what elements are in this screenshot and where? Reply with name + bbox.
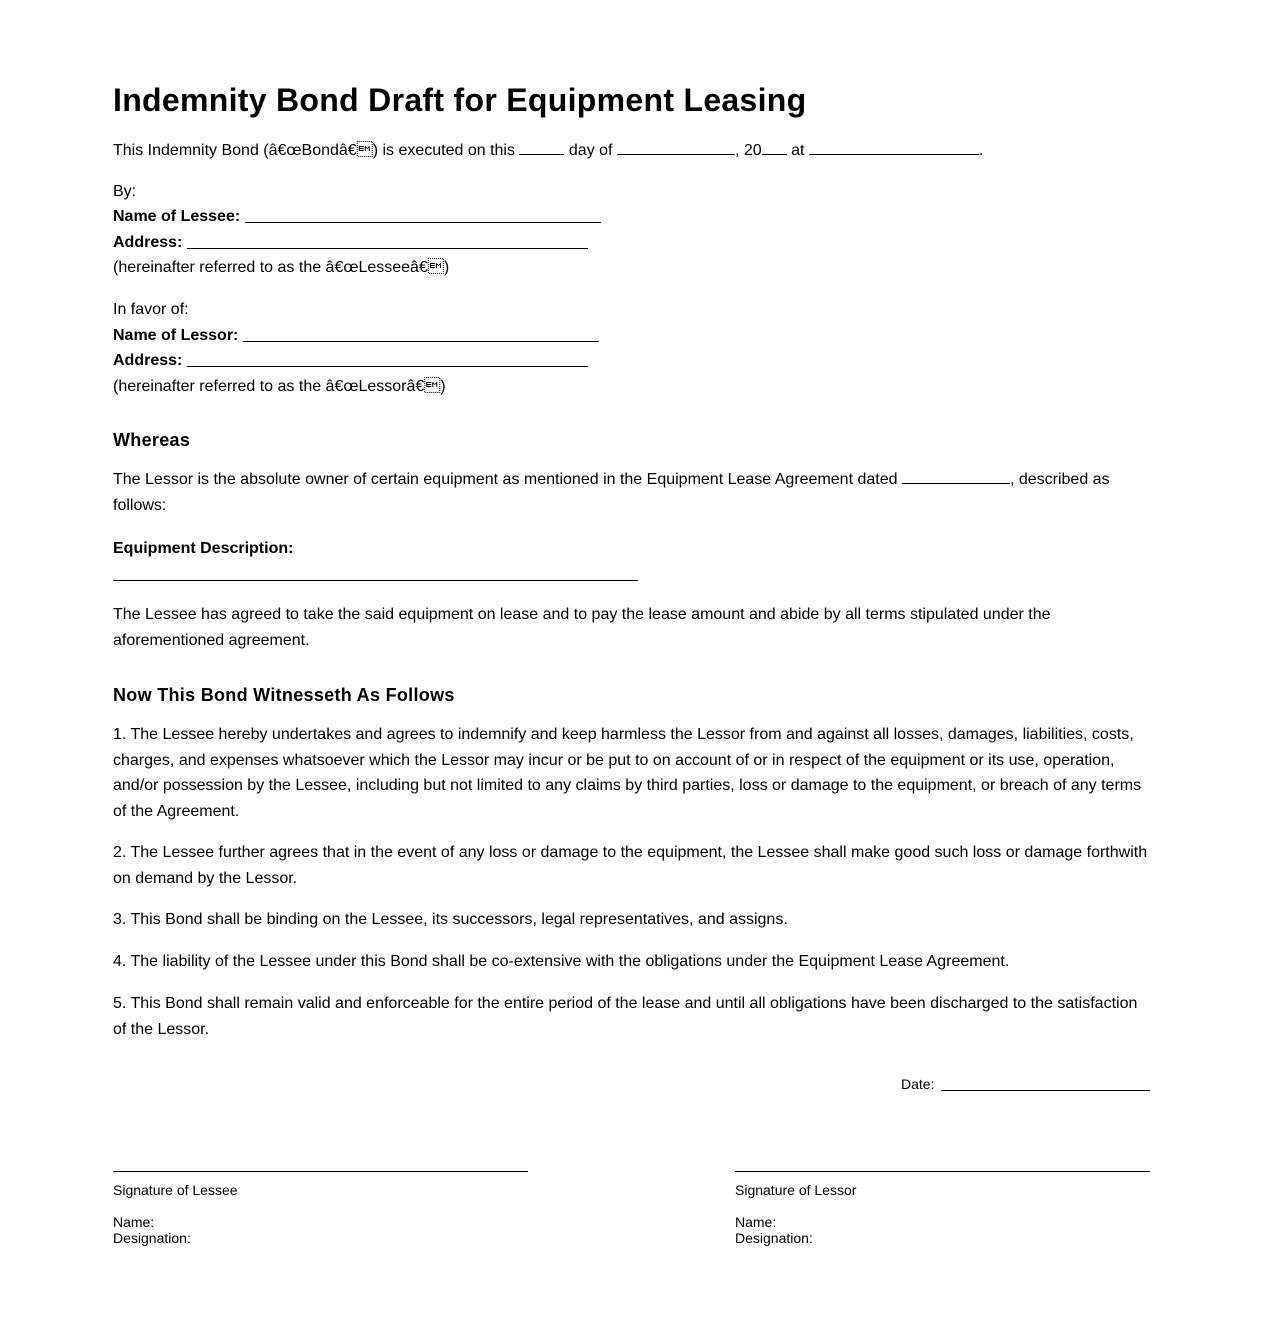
intro-text-3: , 20 bbox=[734, 142, 762, 159]
lessee-address-label: Address: bbox=[113, 234, 183, 251]
date-field[interactable] bbox=[941, 1090, 1150, 1091]
lessor-signature-line[interactable] bbox=[735, 1171, 1150, 1172]
intro-line bbox=[113, 140, 983, 161]
lessee-referred-text: (hereinafter referred to as the â€œLesseeâ€) bbox=[113, 259, 450, 276]
whereas-text-b: , described as follows: bbox=[113, 471, 1110, 514]
clause-5: 5. This Bond shall remain valid and enforceable for the entire period of the lease and until all obligations have been discharged to the satisfaction of the Lessor. bbox=[113, 995, 1138, 1038]
lessor-designation-caption: Designation: bbox=[735, 1230, 813, 1246]
clause-1: 1. The Lessee hereby undertakes and agrees to indemnify and keep harmless the Lessor from and against all losses, damages, liabilities, costs, charges, and expenses whatsoever which the Lessor may incur or be put to on account of or in respect of the equipment or its use, operation, and/or possession by the Lessee, including but not limited to any claims by third parties, loss or damage to the equipment, or breach of any terms of the Agreement. bbox=[113, 726, 1142, 820]
intro-text-5: . bbox=[978, 142, 984, 159]
lessor-referred-text: (hereinafter referred to as the â€œLessorâ€) bbox=[113, 378, 446, 395]
lessee-name-field[interactable] bbox=[245, 222, 601, 223]
intro-text-2: day of bbox=[568, 142, 613, 159]
lessor-name-field[interactable] bbox=[243, 341, 599, 342]
document-title: Indemnity Bond Draft for Equipment Leasing bbox=[113, 82, 807, 118]
lessee-address-field[interactable] bbox=[187, 248, 588, 249]
lessor-address-label: Address: bbox=[113, 352, 183, 369]
day-blank[interactable] bbox=[519, 140, 564, 155]
clause-4: 4. The liability of the Lessee under this Bond shall be co-extensive with the obligations under the Equipment Lease Agreement. bbox=[113, 953, 1010, 970]
agreement-date-blank[interactable] bbox=[902, 469, 1010, 484]
by-label: By: bbox=[113, 183, 137, 200]
clause-2: 2. The Lessee further agrees that in the event of any loss or damage to the equipment, the Lessee shall make good such loss or damage forthwith on demand by the Lessor. bbox=[113, 844, 1148, 887]
lessor-signature-label: Signature of Lessor bbox=[735, 1182, 857, 1198]
lessor-address-field[interactable] bbox=[187, 366, 588, 367]
whereas-paragraph bbox=[113, 467, 1153, 518]
intro-text-1: This Indemnity Bond (â€œBondâ€) is executed on this bbox=[113, 142, 515, 159]
in-favor-label: In favor of: bbox=[113, 301, 189, 318]
intro-text-4: at bbox=[791, 142, 805, 159]
date-label: Date: bbox=[901, 1076, 935, 1092]
lessee-signature-label: Signature of Lessee bbox=[113, 1182, 238, 1198]
lessee-name-label: Name of Lessee: bbox=[113, 208, 241, 225]
lessee-agreement-paragraph: The Lessee has agreed to take the said equipment on lease and to pay the lease amount and abide by all terms stipulated under the aforementioned agreement. bbox=[113, 606, 1051, 649]
year-blank[interactable] bbox=[762, 140, 787, 155]
equipment-description-field[interactable] bbox=[113, 580, 638, 581]
witnesseth-heading: Now This Bond Witnesseth As Follows bbox=[113, 685, 455, 705]
whereas-heading: Whereas bbox=[113, 430, 191, 450]
clause-3: 3. This Bond shall be binding on the Lessee, its successors, legal representatives, and assigns. bbox=[113, 911, 788, 928]
place-blank[interactable] bbox=[809, 140, 979, 155]
month-blank[interactable] bbox=[617, 140, 735, 155]
lessee-name-caption: Name: bbox=[113, 1214, 155, 1230]
equipment-description-label: Equipment Description: bbox=[113, 540, 294, 557]
lessee-designation-caption: Designation: bbox=[113, 1230, 191, 1246]
lessor-name-caption: Name: bbox=[735, 1214, 777, 1230]
whereas-text-a: The Lessor is the absolute owner of certain equipment as mentioned in the Equipment Lease Agreement dated bbox=[113, 471, 898, 488]
lessor-name-label: Name of Lessor: bbox=[113, 327, 239, 344]
lessee-signature-line[interactable] bbox=[113, 1171, 528, 1172]
